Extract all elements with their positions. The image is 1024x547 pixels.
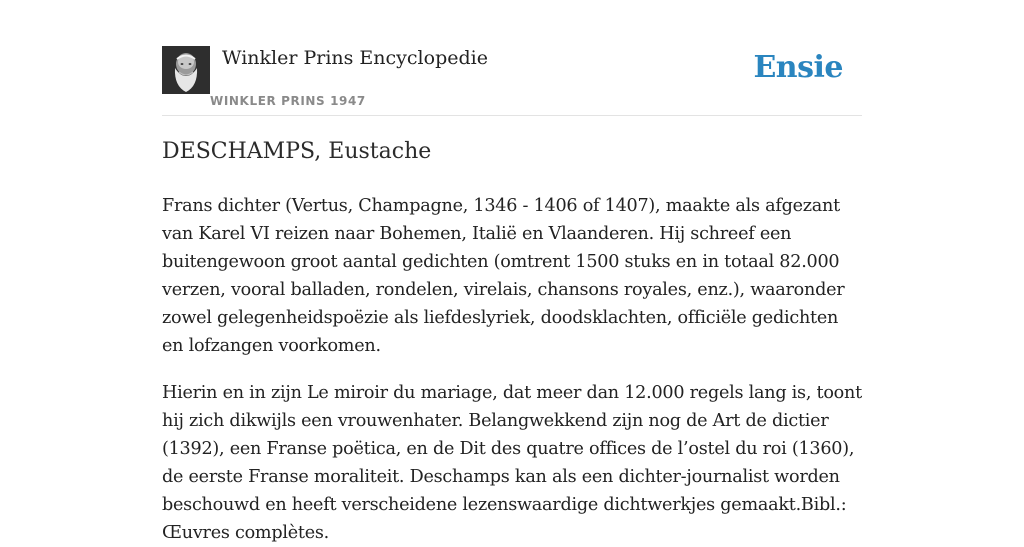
site-title[interactable]: Winkler Prins Encyclopedie (222, 47, 488, 69)
avatar[interactable] (162, 46, 210, 94)
bearded-man-portrait-icon (162, 46, 210, 94)
site-header (162, 46, 862, 116)
brand-logo[interactable]: Ensie (753, 50, 843, 85)
page-title: DESCHAMPS, Eustache (162, 139, 432, 164)
article-paragraph-2: Hierin en in zijn Le miroir du mariage, dat meer dan 12.000 regels lang is, toont hij zich dikwijls een vrouwenhater. Belangwekkend zijn nog de Art de dictier (1392), een Franse poëtica, en de Dit des quatre offices de l’ostel du roi (1360), de eerste Franse moraliteit. Deschamps kan als een dichter-journalist worden beschouwd en heeft verscheidene lezenswaardige dichtwerkjes gemaakt.Bibl.: Œuvres complètes. (162, 383, 862, 543)
article-paragraph-1: Frans dichter (Vertus, Champagne, 1346 - 1406 of 1407), maakte als afgezant van Karel VI reizen naar Bohemen, Italië en Vlaanderen. Hij schreef een buitengewoon groot aantal gedichten (omtrent 1500 stuks en in totaal 82.000 verzen, vooral balladen, rondelen, virelais, chansons royales, enz.), waaronder zowel gelegenheidspoëzie als liefdeslyriek, doodsklachten, officiële gedichten en lofzangen voorkomen. (162, 196, 845, 356)
source-subtitle[interactable]: WINKLER PRINS 1947 (210, 94, 366, 108)
